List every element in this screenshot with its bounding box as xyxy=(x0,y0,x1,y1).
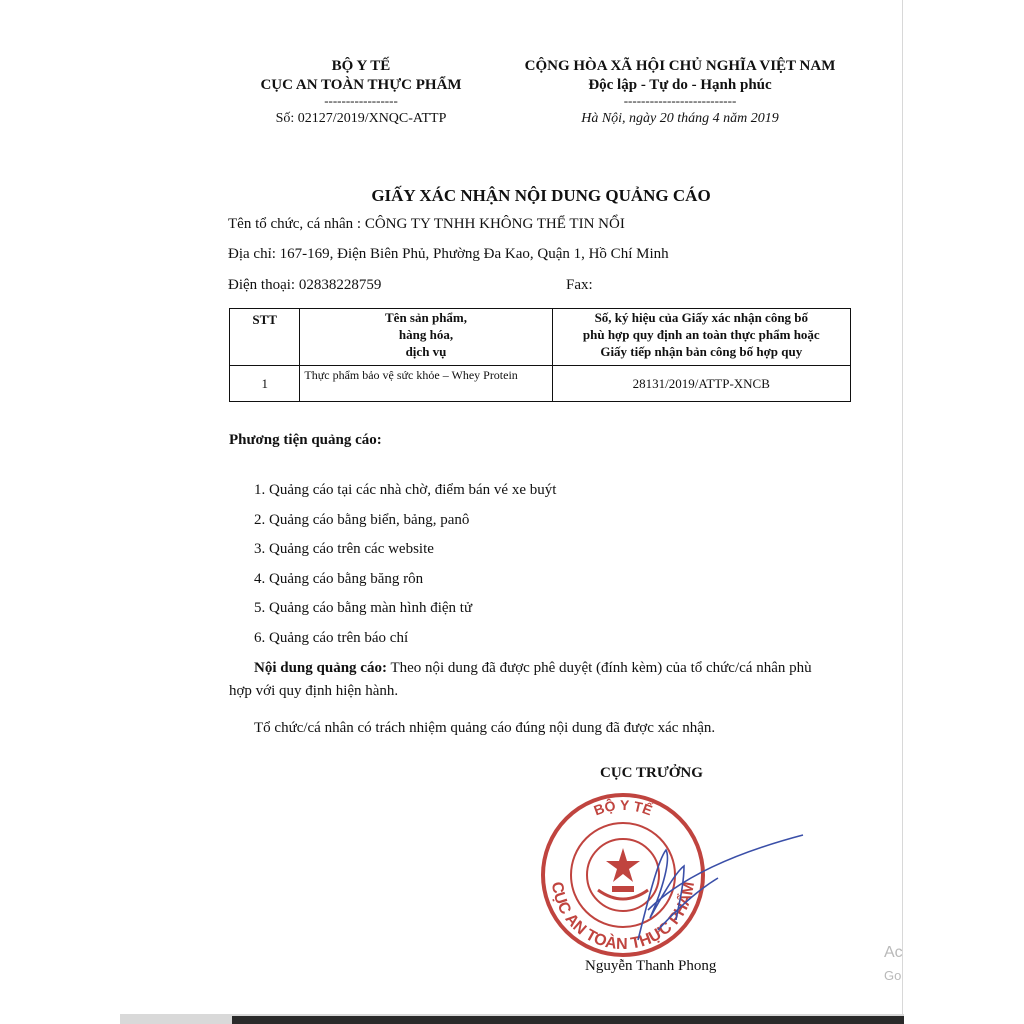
list-item: 6. Quảng cáo trên báo chí xyxy=(254,629,409,646)
page-edge xyxy=(902,0,903,1024)
scrollbar-thumb[interactable] xyxy=(232,1016,904,1024)
activation-watermark-line1: Ac xyxy=(884,944,903,961)
header-product-line1: Tên sản phẩm, xyxy=(385,310,467,325)
ministry-name: BỘ Y TẾ xyxy=(331,58,391,74)
issuer-block xyxy=(230,57,492,131)
republic-name: CỘNG HÒA XÃ HỘI CHỦ NGHĨA VIỆT NAM xyxy=(524,58,836,74)
department-name: CỤC AN TOÀN THỰC PHẨM xyxy=(260,77,462,93)
national-heading-block xyxy=(498,57,862,131)
signer-title: CỤC TRƯỞNG xyxy=(600,765,703,781)
responsibility-statement: Tổ chức/cá nhân có trách nhiệm quảng cáo đúng nội dung đã được xác nhận. xyxy=(254,720,716,736)
right-divider: -------------------------- xyxy=(623,93,737,108)
product-table xyxy=(229,308,851,402)
list-item: 1. Quảng cáo tại các nhà chờ, điểm bán vé xe buýt xyxy=(254,482,557,498)
content-label: Nội dung quảng cáo: xyxy=(254,660,387,676)
official-seal-icon xyxy=(538,790,818,960)
organization-name: Tên tổ chức, cá nhân : CÔNG TY TNHH KHÔNG THỂ TIN NỔI xyxy=(228,216,625,232)
document-title: GIẤY XÁC NHẬN NỘI DUNG QUẢNG CÁO xyxy=(371,186,711,205)
header-certificate xyxy=(552,309,850,366)
header-cert-line1: Số, ký hiệu của Giấy xác nhận công bố xyxy=(594,310,809,325)
list-item: 5. Quảng cáo bằng màn hình điện tử xyxy=(254,600,473,616)
list-item: 2. Quảng cáo bằng biển, bảng, panô xyxy=(254,511,470,528)
header-product xyxy=(300,309,552,366)
row-certificate: 28131/2019/ATTP-XNCB xyxy=(552,366,850,402)
seal-ring-text: CỤC AN TOÀN THỰC PHẨM xyxy=(547,880,699,954)
header-cert-line2: phù hợp quy định an toàn thực phẩm hoặc xyxy=(582,327,820,342)
row-stt: 1 xyxy=(230,366,300,402)
activation-watermark-line2: Go xyxy=(884,968,902,983)
media-list xyxy=(254,480,556,657)
content-paragraph xyxy=(229,657,829,703)
header-cert-line3: Giấy tiếp nhận bản công bố hợp quy xyxy=(600,344,803,359)
media-heading: Phương tiện quảng cáo: xyxy=(229,432,382,448)
content-text: Theo nội dung đã được phê duyệt (đính kèm) của tổ chức/cá nhân phù hợp với quy định hiện hành. xyxy=(229,660,812,699)
national-motto: Độc lập - Tự do - Hạnh phúc xyxy=(588,77,772,93)
list-item: 4. Quảng cáo bằng băng rôn xyxy=(254,570,424,587)
organization-address: Địa chỉ: 167-169, Điện Biên Phủ, Phường Đa Kao, Quận 1, Hồ Chí Minh xyxy=(228,246,669,262)
issue-date: Hà Nội, ngày 20 tháng 4 năm 2019 xyxy=(581,111,779,126)
organization-phone: Điện thoại: 02838228759 xyxy=(228,277,382,293)
organization-fax: Fax: xyxy=(566,277,593,293)
table-row xyxy=(230,366,851,402)
table-header-row xyxy=(230,309,851,366)
bottom-scrollbar[interactable] xyxy=(120,1014,904,1024)
seal-outer-ring xyxy=(543,795,703,955)
list-item: 3. Quảng cáo trên các website xyxy=(254,541,434,557)
signer-name: Nguyễn Thanh Phong xyxy=(585,958,717,974)
handwritten-signature-icon xyxy=(638,835,803,940)
seal-top-text: BỘ Y TẾ xyxy=(591,796,655,819)
left-divider: ----------------- xyxy=(324,93,398,108)
document-number: Số: 02127/2019/XNQC-ATTP xyxy=(275,111,447,126)
header-product-line2: hàng hóa, xyxy=(398,327,454,342)
header-product-line3: dịch vụ xyxy=(405,344,447,359)
header-stt: STT xyxy=(230,309,300,366)
row-product: Thực phẩm bảo vệ sức khỏe – Whey Protein xyxy=(300,366,552,402)
